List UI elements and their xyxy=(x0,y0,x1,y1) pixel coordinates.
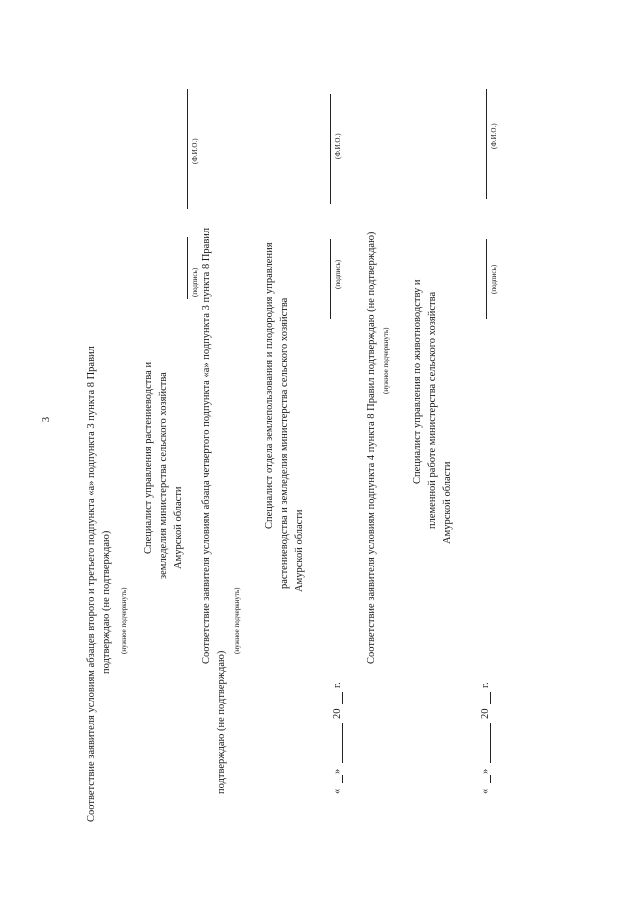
block2-line1: Соответствие заявителя условиям абзаца четвертого подпункта «а» подпункта 3 пункта 8 Правил xyxy=(201,227,212,664)
block1-line1: Соответствие заявителя условиям абзацев второго и третьего подпункта «а» подпункта 3 пункта 8 Правил xyxy=(86,346,97,822)
signer3-line1: Специалист управления по животноводству и xyxy=(412,279,423,484)
signer2-line3: Амурской области xyxy=(294,509,305,592)
date2-month-line xyxy=(490,723,491,763)
signer1-name-caption: (Ф.И.О.) xyxy=(191,138,199,164)
date2-year-prefix: 20 xyxy=(480,708,491,719)
signer2-sign-line xyxy=(330,239,331,319)
block1-line2: подтверждаю (не подтверждаю) xyxy=(101,530,112,674)
signer1-line1: Специалист управления растениеводства и xyxy=(143,361,154,554)
date2-day-line xyxy=(490,775,491,783)
signer3-sign-line xyxy=(486,239,487,319)
signer2-line1: Специалист отдела землепользования и плодородия управления xyxy=(264,242,275,529)
date2-year-suffix: г. xyxy=(480,682,491,688)
date1-close-quote: » xyxy=(332,768,343,774)
date2-close-quote: » xyxy=(480,768,491,774)
signer2-name-line xyxy=(330,94,331,204)
date1-year-line xyxy=(342,692,343,704)
signer2-line2: растениеводства и земледелия министерства сельского хозяйства xyxy=(279,297,290,589)
signer3-sign-caption: (подпись) xyxy=(490,264,498,294)
signer3-name-line xyxy=(486,89,487,199)
block2-hint: (нужное подчеркнуть) xyxy=(233,587,241,654)
date1-month-line xyxy=(342,723,343,763)
block3-line1: Соответствие заявителя условиям подпункта 4 пункта 8 Правил подтверждаю (не подтверждаю) xyxy=(366,231,377,664)
date2-open-quote: « xyxy=(480,788,491,794)
date1-open-quote: « xyxy=(332,788,343,794)
signer1-sign-line xyxy=(187,237,188,299)
signer3-line3: Амурской области xyxy=(442,461,453,544)
block3-hint: (нужное подчеркнуть) xyxy=(382,327,390,394)
signer3-name-caption: (Ф.И.О.) xyxy=(490,123,498,149)
signer2-sign-caption: (подпись) xyxy=(334,259,342,289)
block1-hint: (нужное подчеркнуть) xyxy=(120,587,128,654)
date1-year-prefix: 20 xyxy=(332,708,343,719)
signer2-name-caption: (Ф.И.О.) xyxy=(334,133,342,159)
signer1-line3: Амурской области xyxy=(173,486,184,569)
signer1-name-line xyxy=(187,89,188,209)
page-number: 3 xyxy=(41,416,53,423)
block2-line2: подтверждаю (не подтверждаю) xyxy=(216,650,227,794)
date2-year-line xyxy=(490,692,491,704)
date1-day-line xyxy=(342,775,343,783)
date1-year-suffix: г. xyxy=(332,682,343,688)
signer1-sign-caption: (подпись) xyxy=(191,267,199,297)
signer3-line2: племенной работе министерства сельского хозяйства xyxy=(427,291,438,529)
signer1-line2: земледелия министерства сельского хозяйства xyxy=(158,372,169,579)
